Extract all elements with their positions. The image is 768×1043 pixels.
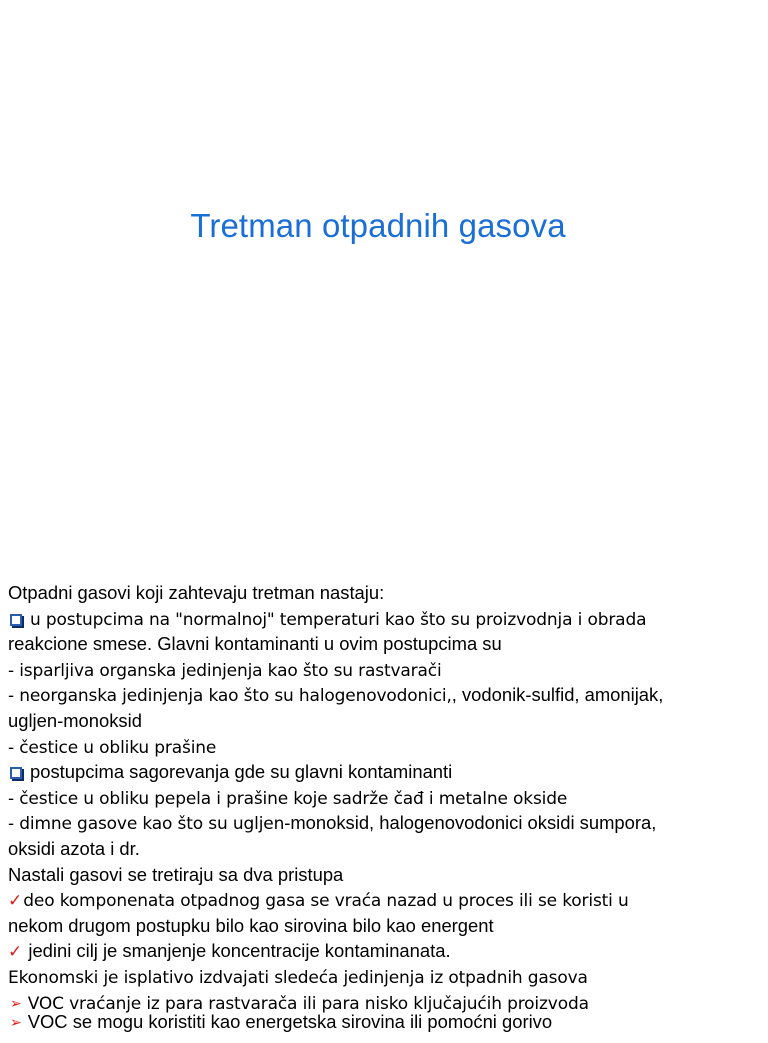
body-text: Otpadni gasovi koji zahtevaju tretman nastaju: bbox=[8, 582, 385, 603]
body-text: - dimne gasove kao što su ugljen bbox=[8, 814, 285, 835]
body-text: deo komponenata otpadnog gasa se vraća nazad u proces ili se koristi u bbox=[23, 891, 629, 912]
body-line bbox=[8, 785, 764, 811]
body-text: oksidi azota i dr. bbox=[8, 837, 140, 859]
body-text: VOC se mogu koristiti kao energetska sirovina ili pomoćni gorivo bbox=[27, 1011, 553, 1033]
body-text: reakcione smese. Glavni kontaminanti u ovim postupcima su bbox=[8, 633, 502, 655]
body-text: VOC vraćanje iz para rastvarača ili para nisko ključajućih proizvoda bbox=[27, 993, 589, 1014]
square-bullet-icon bbox=[10, 614, 22, 626]
body-text: ugljen-monoksid bbox=[8, 709, 142, 731]
body-text: postupcima sagorevanja gde su glavni kontaminanti bbox=[30, 761, 453, 783]
body-line bbox=[8, 708, 764, 734]
body-text: Ekonomski je isplativo izdvajati sledeća jedinjenja iz otpadnih gasova bbox=[8, 967, 588, 988]
body-line bbox=[8, 1011, 764, 1041]
body-line bbox=[8, 682, 764, 708]
body-text: jedini cilj je smanjenje koncentracije kontaminanata. bbox=[23, 940, 451, 962]
body-line bbox=[8, 964, 764, 990]
body-line bbox=[8, 606, 764, 632]
body-text: u postupcima na "normalnoj" temperaturi kao što su proizvodnja i obrada bbox=[30, 609, 647, 630]
body-line bbox=[8, 734, 764, 760]
body-text: - čestice u obliku prašine bbox=[8, 737, 217, 758]
body-line bbox=[8, 580, 764, 606]
checkmark-icon: ✓ bbox=[8, 891, 23, 912]
body-line bbox=[8, 810, 764, 836]
body-line bbox=[8, 631, 764, 657]
square-bullet-icon bbox=[10, 767, 22, 779]
body-text: -monoksid, halogenovodonici oksidi sumpora, bbox=[284, 812, 657, 834]
body-line bbox=[8, 862, 764, 888]
body-text: , vodonik bbox=[451, 684, 526, 706]
arrowhead-icon: ➢ bbox=[10, 995, 22, 1012]
body-line bbox=[8, 938, 764, 964]
body-text: nekom drugom postupku bilo kao sirovina bilo kao energent bbox=[8, 914, 494, 936]
body-text: -sulfid, amonijak, bbox=[525, 684, 664, 706]
body-text: - čestice u obliku pepela i prašine koje sadrže čađ i metalne okside bbox=[8, 788, 568, 809]
body-line bbox=[8, 887, 764, 913]
arrowhead-icon: ➢ bbox=[10, 1015, 22, 1032]
body-text: - isparljiva organska jedinjenja kao što su rastvarači bbox=[8, 660, 442, 681]
slide-body bbox=[8, 580, 764, 1041]
body-line bbox=[8, 836, 764, 862]
body-text: - neorganska jedinjenja kao što su halogenovodonici, bbox=[8, 686, 452, 707]
body-text: Nastali gasovi se tretiraju sa dva pristupa bbox=[8, 863, 344, 885]
body-line bbox=[8, 913, 764, 939]
slide-title: Tretman otpadnih gasova bbox=[190, 207, 566, 244]
body-line bbox=[8, 657, 764, 683]
checkmark-icon: ✓ bbox=[8, 942, 23, 963]
body-line bbox=[8, 759, 764, 785]
